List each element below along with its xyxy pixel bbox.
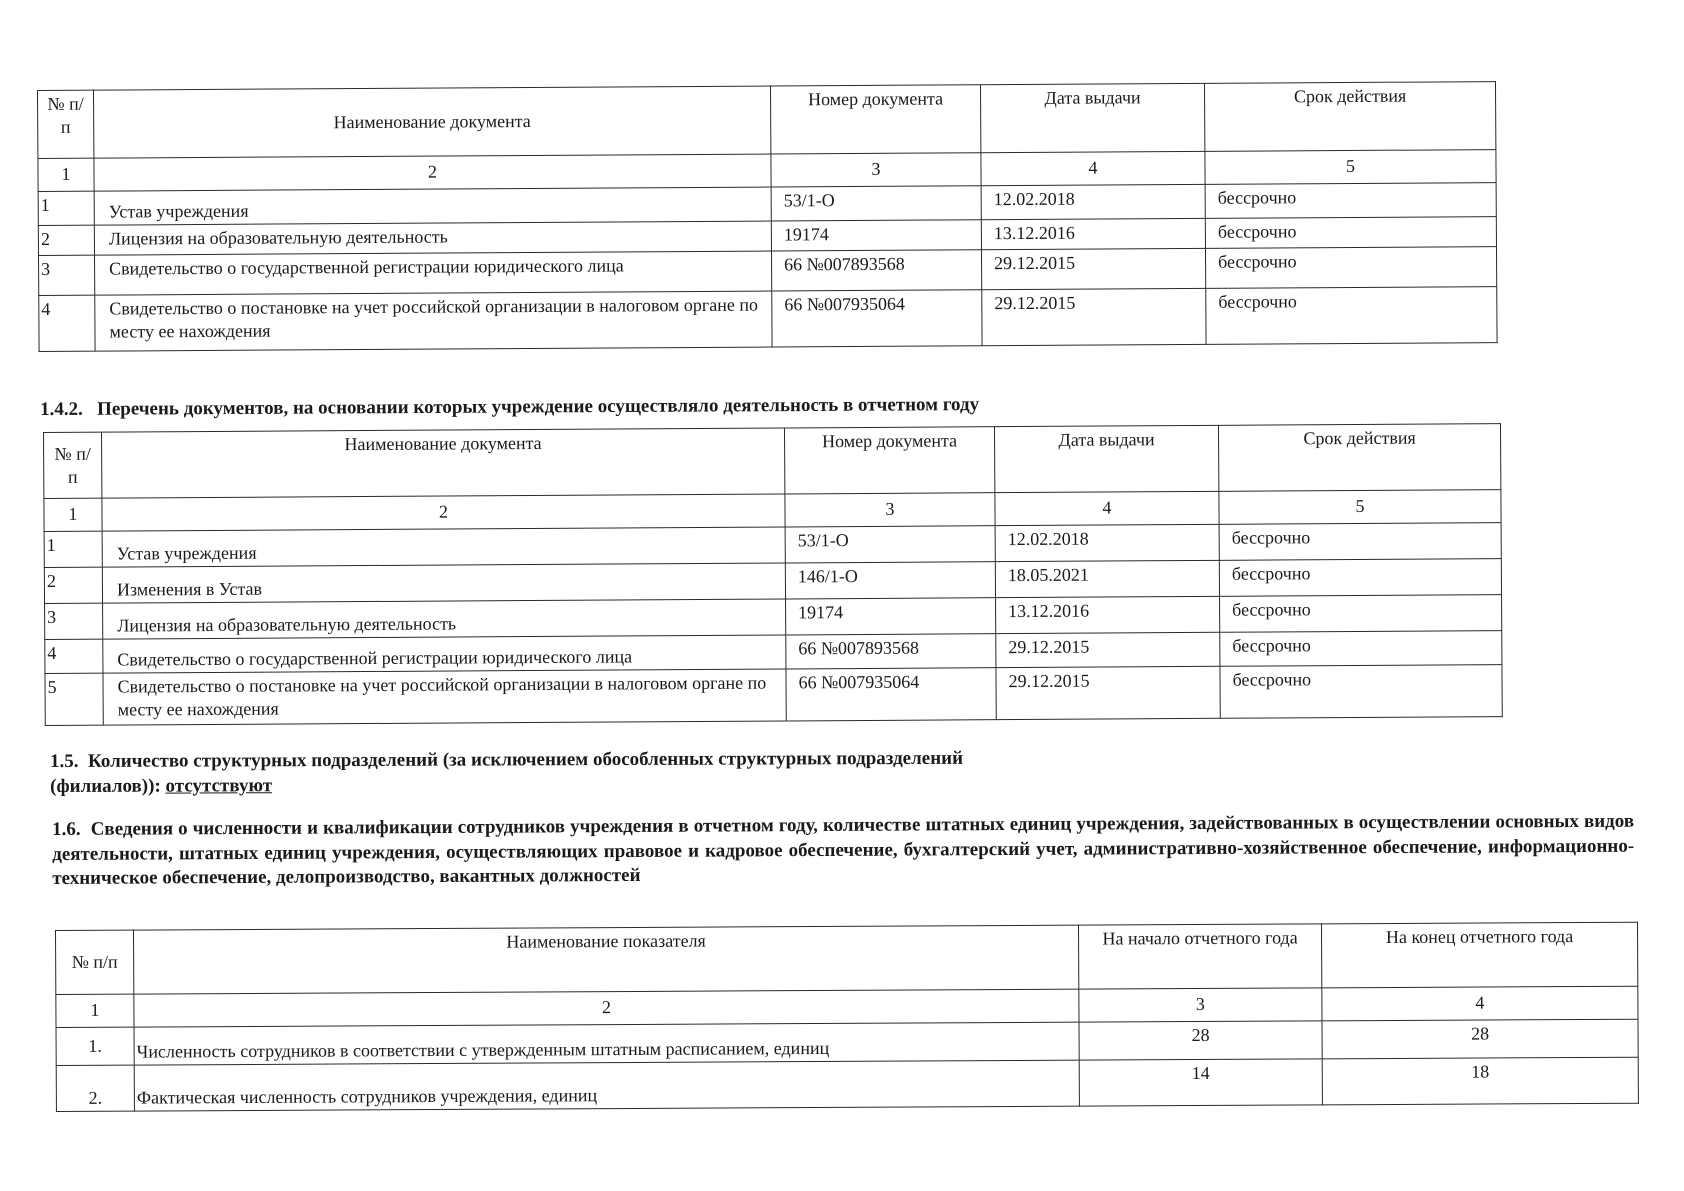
header-validity: Срок действия bbox=[1218, 424, 1500, 492]
table-header-row bbox=[38, 82, 1496, 159]
row-number: 19174 bbox=[786, 598, 996, 635]
row-name: Устав учреждения bbox=[94, 187, 771, 225]
row-name: Свидетельство о постановке на учет российской организации в налоговом органе по месту ее нахождения bbox=[103, 669, 786, 725]
row-num: 1 bbox=[38, 191, 94, 225]
row-num: 4 bbox=[45, 639, 103, 673]
row-num: 1 bbox=[44, 531, 102, 567]
row-num: 2 bbox=[38, 225, 94, 255]
column-number: 2 bbox=[102, 494, 785, 531]
row-number: 146/1-О bbox=[785, 562, 995, 599]
header-number: Номер документа bbox=[770, 85, 980, 154]
row-name: Свидетельство о постановке на учет российской организации в налоговом органе по месту ее нахождения bbox=[95, 291, 772, 351]
column-number: 1 bbox=[44, 498, 102, 531]
documents-table-1 bbox=[37, 81, 1498, 352]
table-header-row bbox=[56, 922, 1638, 994]
row-name: Изменения в Устав bbox=[102, 563, 785, 603]
row-date: 18.05.2021 bbox=[995, 560, 1219, 597]
row-number: 19174 bbox=[771, 220, 981, 251]
row-name: Свидетельство о государственной регистрации юридического лица bbox=[95, 251, 772, 295]
header-name: Наименование показателя bbox=[134, 925, 1079, 994]
section-heading-1-4-2 bbox=[40, 390, 1500, 422]
row-number: 53/1-О bbox=[771, 186, 981, 221]
row-validity: бессрочно bbox=[1206, 287, 1497, 345]
column-number: 4 bbox=[981, 151, 1205, 185]
row-name: Численность сотрудников в соответствии с утвержденным штатным расписанием, единиц bbox=[134, 1022, 1079, 1065]
table-row bbox=[56, 1057, 1638, 1111]
row-date: 29.12.2015 bbox=[996, 632, 1220, 667]
column-number: 5 bbox=[1219, 490, 1501, 525]
row-name: Лицензия на образовательную деятельность bbox=[103, 599, 786, 639]
row-validity: бессрочно bbox=[1205, 183, 1496, 219]
row-date: 12.02.2018 bbox=[995, 524, 1219, 561]
section-heading-1-6 bbox=[52, 810, 1634, 892]
header-num: № п/п bbox=[56, 930, 134, 994]
column-number: 2 bbox=[134, 989, 1079, 1027]
header-name: Наименование документа bbox=[94, 86, 771, 158]
row-date: 29.12.2015 bbox=[996, 666, 1220, 719]
table-header-row bbox=[44, 424, 1501, 499]
section-number: 1.4.2. bbox=[40, 398, 83, 420]
row-validity: бессрочно bbox=[1219, 559, 1501, 597]
row-number: 53/1-О bbox=[785, 526, 995, 563]
header-date: Дата выдачи bbox=[980, 83, 1204, 152]
section-title: Количество структурных подразделений (за исключением обособленных структурных подразделений (филиалов)): bbox=[50, 747, 964, 797]
row-number: 66 №007893568 bbox=[771, 250, 981, 291]
header-number: Номер документа bbox=[784, 427, 994, 494]
row-number: 66 №007935064 bbox=[772, 290, 982, 347]
section-heading-1-5 bbox=[50, 747, 980, 800]
row-num: 2 bbox=[44, 567, 102, 603]
row-start: 14 bbox=[1079, 1059, 1322, 1106]
column-number: 4 bbox=[995, 491, 1219, 525]
row-number: 66 №007893568 bbox=[786, 634, 996, 669]
row-date: 13.12.2016 bbox=[981, 218, 1205, 249]
header-name: Наименование документа bbox=[102, 428, 785, 498]
row-number: 66 №007935064 bbox=[786, 668, 996, 721]
table-row bbox=[45, 665, 1502, 726]
header-end: На конец отчетного года bbox=[1321, 922, 1637, 988]
row-name: Фактическая численность сотрудников учреждения, единиц bbox=[134, 1060, 1079, 1111]
row-num: 4 bbox=[39, 295, 95, 351]
row-num: 2. bbox=[56, 1065, 134, 1111]
row-end: 18 bbox=[1322, 1057, 1638, 1105]
row-num: 3 bbox=[45, 603, 103, 639]
column-number: 3 bbox=[785, 493, 995, 527]
row-validity: бессрочно bbox=[1205, 247, 1496, 289]
row-date: 29.12.2015 bbox=[982, 288, 1206, 345]
column-number: 1 bbox=[38, 158, 94, 191]
row-end: 28 bbox=[1322, 1019, 1638, 1059]
column-number: 2 bbox=[94, 154, 771, 191]
row-name: Свидетельство о государственной регистрации юридического лица bbox=[103, 635, 786, 673]
row-validity: бессрочно bbox=[1220, 665, 1502, 719]
section-number: 1.6. bbox=[52, 818, 81, 840]
staff-table bbox=[55, 922, 1639, 1112]
row-date: 13.12.2016 bbox=[996, 596, 1220, 633]
column-number: 5 bbox=[1205, 150, 1496, 185]
row-num: 3 bbox=[39, 255, 95, 295]
row-date: 12.02.2018 bbox=[981, 184, 1205, 219]
row-name: Устав учреждения bbox=[102, 527, 785, 567]
header-num: № п/п bbox=[44, 432, 102, 498]
row-date: 29.12.2015 bbox=[981, 248, 1205, 289]
section-title: Перечень документов, на основании которых учреждение осуществляло деятельность в отчетном году bbox=[97, 394, 980, 420]
row-num: 1. bbox=[56, 1027, 134, 1065]
column-number: 1 bbox=[56, 994, 134, 1027]
row-num: 5 bbox=[45, 673, 103, 725]
header-start: На начало отчетного года bbox=[1078, 924, 1321, 989]
table-row bbox=[39, 287, 1497, 352]
section-value: отсутствуют bbox=[165, 774, 273, 797]
column-number: 3 bbox=[1079, 988, 1322, 1022]
row-validity: бессрочно bbox=[1205, 217, 1496, 249]
row-validity: бессрочно bbox=[1219, 523, 1501, 561]
row-start: 28 bbox=[1079, 1021, 1322, 1060]
row-validity: бессрочно bbox=[1220, 631, 1502, 667]
header-num: № п/п bbox=[38, 90, 94, 158]
row-name: Лицензия на образовательную деятельность bbox=[94, 221, 771, 255]
column-number: 3 bbox=[771, 153, 981, 187]
section-number: 1.5. bbox=[50, 750, 79, 772]
documents-table-2 bbox=[43, 423, 1503, 726]
header-validity: Срок действия bbox=[1204, 82, 1495, 152]
column-number: 4 bbox=[1322, 986, 1638, 1021]
header-date: Дата выдачи bbox=[994, 425, 1218, 492]
section-title: Сведения о численности и квалификации сотрудников учреждения в отчетном году, количестве штатных единиц учреждения, задействованных в осуществлении основных видов деятельности, штатных единиц учреждения, осуществляющих правовое и кадровое обеспечение, бухгалтерский учет, административно-хозяйственное обеспечение, информационно-техническое обеспечение, делопроизводство, вакантных должностей bbox=[52, 810, 1635, 890]
row-validity: бессрочно bbox=[1220, 595, 1502, 633]
